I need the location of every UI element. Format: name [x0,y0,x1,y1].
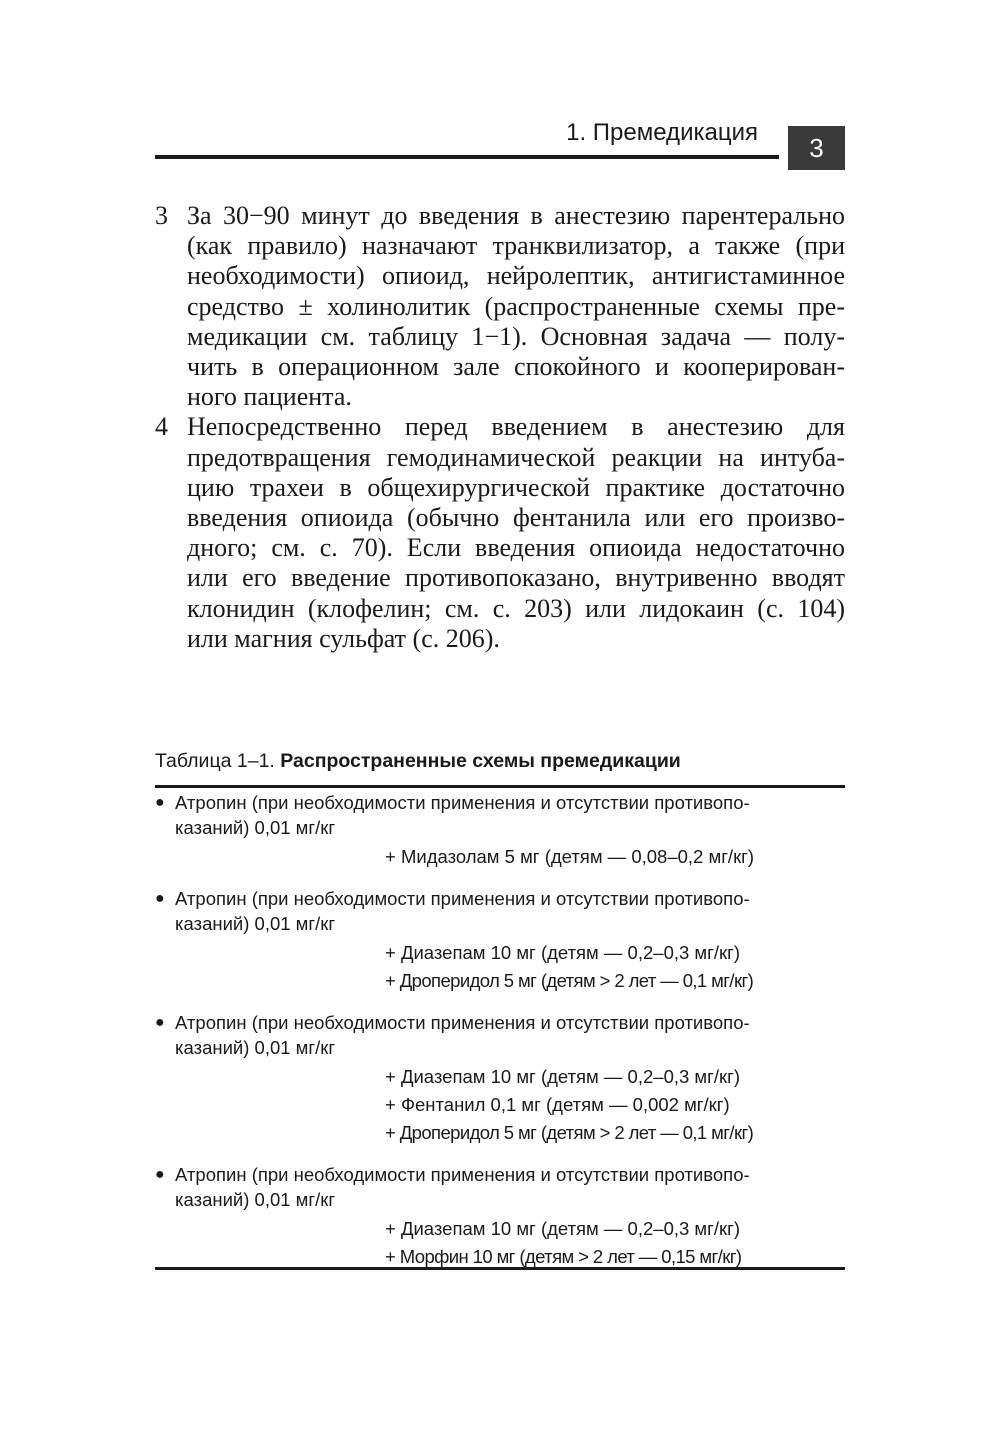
drug-line: + Диазепам 10 мг (детям — 0,2–0,3 мг/кг) [385,1066,741,1087]
atropine-line: Атропин (при необходимости применения и отсутствии противопо- [175,1164,750,1185]
drug-line: + Фентанил 0,1 мг (детям — 0,002 мг/кг) [385,1094,730,1115]
list-item-4 [155,412,845,654]
drug-line: + Дроперидол 5 мг (детям > 2 лет — 0,1 мг/кг) [385,970,754,991]
atropine-line: Атропин (при необходимости применения и отсутствии противопо- [175,1012,750,1033]
drug-line: + Дроперидол 5 мг (детям > 2 лет — 0,1 мг/кг) [385,1122,754,1143]
list-item-number: 4 [155,412,168,442]
bullet-icon: ● [155,794,165,811]
text-line: введения опиоида (обычно фентанила или его произво- [187,503,845,533]
bullet-icon: ● [155,1014,165,1031]
scheme-item [155,1010,845,1147]
atropine-line: казаний) 0,01 мг/кг [175,817,336,838]
list-item-number: 3 [155,201,168,230]
drug-line: + Мидазолам 5 мг (детям — 0,08–0,2 мг/кг) [385,846,755,867]
text-line: средство ± холинолитик (распространенные схемы пре- [187,291,845,321]
text-line: или его введение противопоказано, внутривенно вводят [187,563,845,593]
drug-line: + Диазепам 10 мг (детям — 0,2–0,3 мг/кг) [385,1218,741,1239]
scheme-item [155,790,845,871]
list-item-3 [155,201,845,412]
text-line: ного пациента. [187,382,352,412]
text-line: или магния сульфат (с. 206). [187,623,500,653]
bullet-icon: ● [155,1166,165,1183]
premedication-table [155,790,845,1271]
text-line: Непосредственно перед введением в анестезию для [187,412,845,442]
scheme-item [155,886,845,995]
drug-line: + Диазепам 10 мг (детям — 0,2–0,3 мг/кг) [385,942,741,963]
body-text [155,201,845,654]
atropine-line: казаний) 0,01 мг/кг [175,1189,336,1210]
table-top-rule [155,785,845,788]
text-line: чить в операционном зале спокойного и кооперирован- [187,352,845,382]
page-number-badge [788,126,845,170]
text-line: дного; см. с. 70). Если введения опиоида недостаточно [187,533,845,563]
atropine-line: казаний) 0,01 мг/кг [175,913,336,934]
bullet-icon: ● [155,890,165,907]
atropine-line: Атропин (при необходимости применения и отсутствии противопо- [175,888,750,909]
header-rule [155,155,779,159]
text-line: цию трахеи в общехирургической практике достаточно [187,472,845,502]
text-line: (как правило) назначают транквилизатор, а также (при [187,231,845,261]
page-number: 3 [809,132,824,163]
text-line: клонидин (клофелин; см. с. 203) или лидокаин (с. 104) [187,593,845,623]
text-line: медикации см. таблицу 1−1). Основная задача — полу- [187,321,845,351]
atropine-line: казаний) 0,01 мг/кг [175,1037,336,1058]
running-header-title: 1. Премедикация [566,119,758,146]
drug-line: + Морфин 10 мг (детям > 2 лет — 0,15 мг/кг) [385,1246,742,1267]
text-line: предотвращения гемодинамической реакции на интуба- [187,442,845,472]
text-line: необходимости) опиоид, нейролептик, антигистаминное [187,261,845,291]
scheme-item [155,1162,845,1271]
table-bottom-rule [155,1267,845,1270]
atropine-line: Атропин (при необходимости применения и отсутствии противопо- [175,792,750,813]
table-caption [155,748,845,774]
table-caption-title: Распространенные схемы премедикации [280,750,681,772]
text-line: За 30−90 минут до введения в анестезию парентерально [187,201,845,230]
table-caption-prefix: Таблица 1–1. [155,750,275,772]
